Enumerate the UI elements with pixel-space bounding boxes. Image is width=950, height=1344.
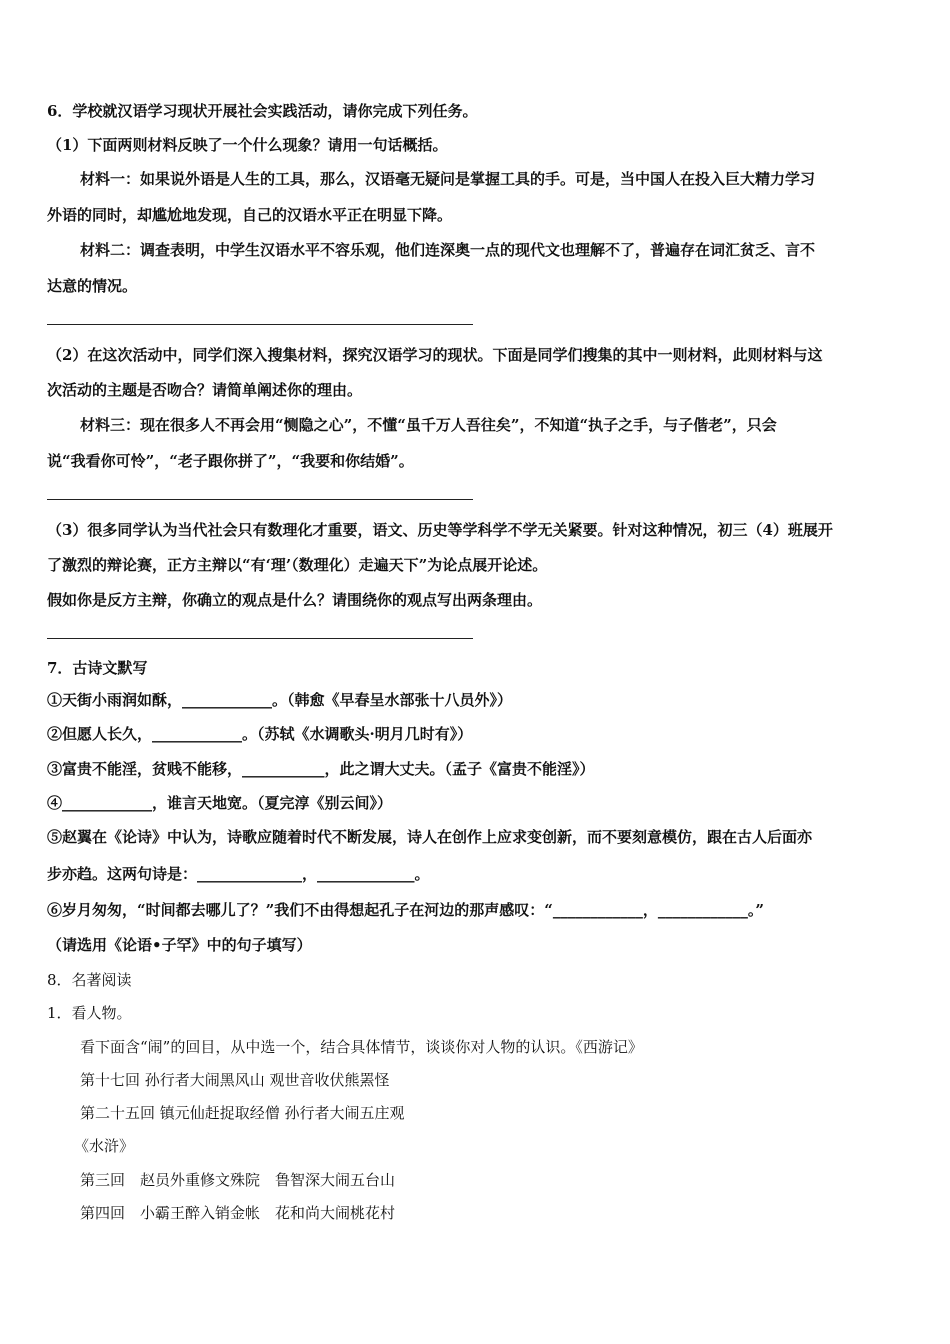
- q8-intro: 看下面含“闹”的回目，从中选一个，结合具体情节，谈谈你对人物的认识。《西游记》: [80, 1038, 643, 1056]
- q6-material2-line1: 材料二：调查表明，中学生汉语水平不容乐观，他们连深奥一点的现代文也理解不了，普遍存在词汇贫乏、言不: [80, 241, 816, 259]
- q7-title: 7．古诗文默写: [47, 659, 148, 677]
- q7-item5-line2: 步亦趋。这两句诗是：______________，_____________。: [47, 865, 430, 883]
- q8-shuihu-title: 《水浒》: [74, 1137, 135, 1155]
- q8-xiyou-chapter25: 第二十五回 镇元仙赶捉取经僧 孙行者大闹五庄观: [80, 1104, 405, 1122]
- answer-line-1[interactable]: [47, 324, 473, 325]
- q7-item6-line2: （请选用《论语•子罕》中的句子填写）: [47, 936, 312, 954]
- q6-part3-line2: 了激烈的辩论赛，正方主辩以“有‘理’（数理化）走遍天下”为论点展开论述。: [47, 556, 548, 574]
- q6-part2-line1: （2）在这次活动中，同学们深入搜集材料，探究汉语学习的现状。下面是同学们搜集的其中一则材料，此则材料与这: [47, 346, 823, 364]
- q7-item3: ③富贵不能淫，贫贱不能移，___________，此之谓大丈夫。（孟子《富贵不能淫》）: [47, 760, 595, 778]
- q7-item2: ②但愿人长久，____________。（苏轼《水调歌头·明月几时有》）: [47, 725, 473, 743]
- q6-part2-line2: 次活动的主题是否吻合？请简单阐述你的理由。: [47, 381, 363, 399]
- q6-stem: 6．学校就汉语学习现状开展社会实践活动，请你完成下列任务。: [47, 102, 478, 120]
- q7-item6-line1: ⑥岁月匆匆，“时间都去哪儿了？”我们不由得想起孔子在河边的那声感叹：“____________，____________。”: [47, 901, 765, 919]
- q6-material3-line2: 说“我看你可怜”，“老子跟你拼了”，“我要和你结婚”。: [47, 452, 414, 470]
- q7-item5-line1: ⑤赵翼在《论诗》中认为，诗歌应随着时代不断发展，诗人在创作上应求变创新，而不要刻意模仿，跟在古人后面亦: [47, 828, 813, 846]
- q6-material2-line2: 达意的情况。: [47, 277, 138, 295]
- q8-shuihu-chapter4: 第四回 小霸王醉入销金帐 花和尚大闹桃花村: [80, 1204, 396, 1222]
- q6-material1-line1: 材料一：如果说外语是人生的工具，那么，汉语毫无疑问是掌握工具的手。可是，当中国人在投入巨大精力学习: [80, 170, 816, 188]
- q8-title: 8．名著阅读: [47, 971, 132, 989]
- q6-part3-line1: （3）很多同学认为当代社会只有数理化才重要，语文、历史等学科学不学无关紧要。针对这种情况，初三（4）班展开: [47, 521, 833, 539]
- q7-item1: ①天街小雨润如酥，____________。（韩愈《早春呈水部张十八员外》）: [47, 691, 513, 709]
- q6-material1-line2: 外语的同时，却尴尬地发现，自己的汉语水平正在明显下降。: [47, 206, 453, 224]
- answer-line-3[interactable]: [47, 638, 473, 639]
- q8-xiyou-chapter17: 第十七回 孙行者大闹黑风山 观世音收伏熊罴怪: [80, 1071, 390, 1089]
- q8-shuihu-chapter3: 第三回 赵员外重修文殊院 鲁智深大闹五台山: [80, 1171, 396, 1189]
- q6-material3-line1: 材料三：现在很多人不再会用“恻隐之心”，不懂“虽千万人吾往矣”，不知道“执子之手，与子偕老”，只会: [80, 416, 777, 434]
- q8-subtitle: 1．看人物。: [47, 1004, 132, 1022]
- q6-part3-line3: 假如你是反方主辩，你确立的观点是什么？请围绕你的观点写出两条理由。: [47, 591, 543, 609]
- answer-line-2[interactable]: [47, 499, 473, 500]
- q6-part1-prompt: （1）下面两则材料反映了一个什么现象？请用一句话概括。: [47, 136, 448, 154]
- q7-item4: ④____________，谁言天地宽。（夏完淳《别云间》）: [47, 794, 393, 812]
